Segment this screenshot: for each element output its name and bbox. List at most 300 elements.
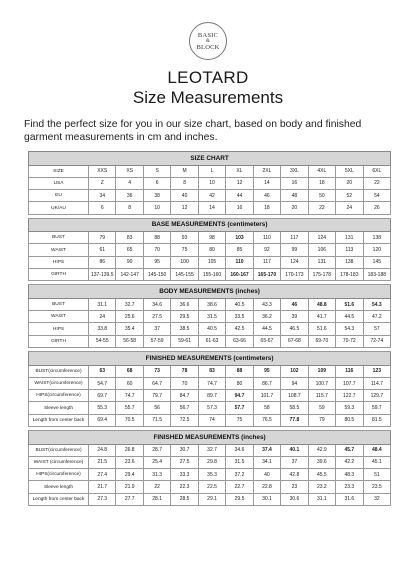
table-cell: 83 bbox=[116, 232, 143, 244]
row-label: WAIST(circumference) bbox=[29, 377, 89, 389]
table-cell: 95 bbox=[143, 256, 170, 268]
table-cell: 60 bbox=[116, 377, 143, 389]
table-cell: 22.7 bbox=[226, 481, 253, 493]
row-label: WAIST (circumference) bbox=[29, 456, 89, 468]
table-cell: 42.9 bbox=[308, 444, 335, 456]
table-cell: 56 bbox=[143, 402, 170, 414]
row-label: Sleeve length bbox=[29, 402, 89, 414]
table-cell: 68 bbox=[116, 365, 143, 377]
table-cell: 33.8 bbox=[89, 323, 116, 335]
table-cell: 115.7 bbox=[308, 390, 335, 402]
table-cell: 108.7 bbox=[281, 390, 308, 402]
table-cell: 99 bbox=[281, 244, 308, 256]
table-cell: 21.7 bbox=[89, 481, 116, 493]
table-cell: 77.8 bbox=[281, 414, 308, 426]
table-cell: 22.3 bbox=[171, 481, 198, 493]
table-cell: 54 bbox=[363, 190, 391, 202]
table-cell: 51.6 bbox=[308, 323, 335, 335]
table-cell: 55.3 bbox=[89, 402, 116, 414]
row-label: USA bbox=[29, 177, 89, 189]
table-cell: 65-67 bbox=[253, 335, 280, 347]
table-cell: 30.6 bbox=[281, 493, 308, 505]
table-cell: 59.3 bbox=[336, 402, 363, 414]
table-row bbox=[29, 365, 391, 377]
table-cell: 23.2 bbox=[308, 481, 335, 493]
table-cell: 59.7 bbox=[363, 402, 391, 414]
table-row bbox=[29, 414, 391, 426]
table-cell: XXS bbox=[89, 165, 116, 177]
table-cell: 56-58 bbox=[116, 335, 143, 347]
section-header-row bbox=[29, 152, 391, 166]
table-cell: 28.1 bbox=[143, 493, 170, 505]
section-title: SIZE CHART bbox=[29, 152, 391, 166]
table-cell: 57.3 bbox=[198, 402, 225, 414]
table-cell: 35.4 bbox=[116, 323, 143, 335]
table-cell: 88 bbox=[226, 365, 253, 377]
table-cell: 22 bbox=[363, 177, 391, 189]
table-cell: 21.9 bbox=[116, 481, 143, 493]
intro-line-2: garment measurements in cm and inches. bbox=[24, 132, 218, 143]
table-cell: 24.8 bbox=[89, 444, 116, 456]
table-cell: 65 bbox=[116, 244, 143, 256]
table-cell: 57 bbox=[363, 323, 391, 335]
table-cell: 28.7 bbox=[143, 444, 170, 456]
section-header-row bbox=[29, 285, 391, 299]
table-row bbox=[29, 232, 391, 244]
table-cell: 42.8 bbox=[281, 469, 308, 481]
table-cell: 33.3 bbox=[171, 469, 198, 481]
table-cell: 41.7 bbox=[308, 311, 335, 323]
table-cell: 117 bbox=[253, 256, 280, 268]
table-cell: 124 bbox=[308, 232, 335, 244]
table-cell: 27.5 bbox=[143, 311, 170, 323]
table-cell: 78 bbox=[171, 365, 198, 377]
table-cell: 31.1 bbox=[89, 298, 116, 310]
table-row bbox=[29, 456, 391, 468]
table-cell: 27.5 bbox=[171, 456, 198, 468]
table-cell: 71.5 bbox=[143, 414, 170, 426]
row-label: BUST bbox=[29, 232, 89, 244]
table-cell: 8 bbox=[171, 177, 198, 189]
brand-logo bbox=[189, 22, 227, 60]
table-cell: 29.8 bbox=[198, 456, 225, 468]
table-cell: 46 bbox=[253, 190, 280, 202]
table-cell: 39.6 bbox=[308, 456, 335, 468]
table-cell: 107.7 bbox=[336, 377, 363, 389]
table-row bbox=[29, 323, 391, 335]
table-cell: 42 bbox=[198, 190, 225, 202]
section-title: BODY MEASUREMENTS (inches) bbox=[29, 285, 391, 299]
table-cell: 110 bbox=[226, 256, 253, 268]
table-cell: XS bbox=[116, 165, 143, 177]
table-cell: 100 bbox=[171, 256, 198, 268]
table-row bbox=[29, 244, 391, 256]
table-row bbox=[29, 481, 391, 493]
table-cell: 56.7 bbox=[171, 402, 198, 414]
row-label: WAIST bbox=[29, 311, 89, 323]
table-cell: 88 bbox=[143, 232, 170, 244]
table-cell: 51 bbox=[363, 469, 391, 481]
table-cell: 63-66 bbox=[226, 335, 253, 347]
table-cell: 46.5 bbox=[281, 323, 308, 335]
table-cell: 22 bbox=[308, 202, 335, 214]
table-cell: 70-72 bbox=[336, 335, 363, 347]
table-cell: 40.5 bbox=[226, 298, 253, 310]
table-cell: 2XL bbox=[253, 165, 280, 177]
table-cell: 74 bbox=[198, 414, 225, 426]
table-row bbox=[29, 165, 391, 177]
row-label: HIPS bbox=[29, 256, 89, 268]
table-cell: 103 bbox=[226, 232, 253, 244]
table-cell: 23 bbox=[281, 481, 308, 493]
table-cell: 6XL bbox=[363, 165, 391, 177]
table-cell: 76.5 bbox=[253, 414, 280, 426]
table-cell: 42.5 bbox=[226, 323, 253, 335]
table-cell: 44.5 bbox=[336, 311, 363, 323]
table-cell: 37.2 bbox=[226, 469, 253, 481]
table-cell: 8 bbox=[116, 202, 143, 214]
table-cell: 79 bbox=[89, 232, 116, 244]
table-cell: 4 bbox=[116, 177, 143, 189]
table-cell: 36.2 bbox=[253, 311, 280, 323]
table-cell: 80 bbox=[226, 377, 253, 389]
table-cell: 183-188 bbox=[363, 269, 391, 281]
intro-line-1: Find the perfect size for you in our size chart, based on body and finished bbox=[24, 119, 362, 130]
table-cell: XL bbox=[226, 165, 253, 177]
table-cell: 59 bbox=[308, 402, 335, 414]
row-label: BUST bbox=[29, 298, 89, 310]
table-row bbox=[29, 335, 391, 347]
page-subtitle: Size Measurements bbox=[132, 88, 284, 107]
table-cell: 80.5 bbox=[336, 414, 363, 426]
table-cell: 89.7 bbox=[198, 390, 225, 402]
table-row bbox=[29, 402, 391, 414]
table-cell: 102 bbox=[281, 365, 308, 377]
row-label: HIPS(circumference) bbox=[29, 390, 89, 402]
table-cell: L bbox=[198, 165, 225, 177]
table-cell: 21.5 bbox=[89, 456, 116, 468]
table-cell: 120 bbox=[363, 244, 391, 256]
table-row bbox=[29, 298, 391, 310]
table-cell: 70 bbox=[171, 377, 198, 389]
table-cell: 12 bbox=[226, 177, 253, 189]
table-cell: 95 bbox=[253, 365, 280, 377]
table-cell: 48.3 bbox=[336, 469, 363, 481]
table-cell: 145 bbox=[363, 256, 391, 268]
table-cell: 18 bbox=[253, 202, 280, 214]
table-cell: 100.7 bbox=[308, 377, 335, 389]
table-cell: 24 bbox=[336, 202, 363, 214]
table-cell: 23.6 bbox=[116, 456, 143, 468]
table-cell: 45.1 bbox=[363, 456, 391, 468]
table-cell: 22.8 bbox=[253, 481, 280, 493]
row-label: Length from center back bbox=[29, 414, 89, 426]
table-cell: 40.5 bbox=[198, 323, 225, 335]
table-cell: 48.4 bbox=[363, 444, 391, 456]
row-label: Length from center back bbox=[29, 493, 89, 505]
table-cell: 69.7 bbox=[89, 390, 116, 402]
table-cell: 106 bbox=[308, 244, 335, 256]
table-cell: 47.2 bbox=[363, 311, 391, 323]
row-label: EU bbox=[29, 190, 89, 202]
table-cell: 83 bbox=[198, 365, 225, 377]
table-cell: 142-147 bbox=[116, 269, 143, 281]
table-cell: 61-63 bbox=[198, 335, 225, 347]
section-title: FINISHED MEASUREMENTS (centimeters) bbox=[29, 352, 391, 366]
table-cell: 175-178 bbox=[308, 269, 335, 281]
table-cell: 14 bbox=[253, 177, 280, 189]
table-row bbox=[29, 202, 391, 214]
table-cell: 26 bbox=[363, 202, 391, 214]
table-cell: 131 bbox=[336, 232, 363, 244]
table-cell: 32.7 bbox=[198, 444, 225, 456]
table-cell: 31.3 bbox=[143, 469, 170, 481]
table-cell: 138 bbox=[336, 256, 363, 268]
table-cell: 38.6 bbox=[198, 298, 225, 310]
intro-text bbox=[24, 118, 396, 144]
table-cell: 10 bbox=[143, 202, 170, 214]
logo-line-3: BLOCK bbox=[196, 43, 220, 51]
table-cell: 94 bbox=[281, 377, 308, 389]
table-cell: 27.4 bbox=[89, 469, 116, 481]
table-cell: 54.3 bbox=[363, 298, 391, 310]
row-label: BUST(circumference) bbox=[29, 365, 89, 377]
table-cell: 110 bbox=[253, 232, 280, 244]
table-cell: 74.7 bbox=[198, 377, 225, 389]
table-cell: 138 bbox=[363, 232, 391, 244]
table-cell: 22.5 bbox=[198, 481, 225, 493]
table-cell: 46 bbox=[281, 298, 308, 310]
row-label: BUST(circumference) bbox=[29, 444, 89, 456]
table-cell: 37.4 bbox=[253, 444, 280, 456]
section-title: FINISHED MEASUREMENTS (inches) bbox=[29, 431, 391, 445]
table-cell: 51.6 bbox=[336, 298, 363, 310]
table-cell: 38.5 bbox=[171, 323, 198, 335]
table-cell: 92 bbox=[253, 244, 280, 256]
table-cell: 26.8 bbox=[116, 444, 143, 456]
logo-line-2: & bbox=[205, 38, 211, 44]
table-cell: 34.6 bbox=[226, 444, 253, 456]
table-cell: 32 bbox=[363, 493, 391, 505]
table-cell: 54.7 bbox=[89, 377, 116, 389]
table-cell: 81.5 bbox=[363, 414, 391, 426]
table-cell: 31.5 bbox=[226, 456, 253, 468]
table-row bbox=[29, 256, 391, 268]
table-cell: 105 bbox=[198, 256, 225, 268]
table-cell: 20 bbox=[336, 177, 363, 189]
table-cell: 31.1 bbox=[308, 493, 335, 505]
table-cell: 36.6 bbox=[171, 298, 198, 310]
table-cell: 20 bbox=[281, 202, 308, 214]
row-label: HIPS(circumference) bbox=[29, 469, 89, 481]
table-cell: 72-74 bbox=[363, 335, 391, 347]
table-cell: 70.5 bbox=[116, 414, 143, 426]
table-cell: 69.4 bbox=[89, 414, 116, 426]
table-row bbox=[29, 444, 391, 456]
table-cell: 10 bbox=[198, 177, 225, 189]
table-cell: 45.5 bbox=[308, 469, 335, 481]
table-cell: 113 bbox=[336, 244, 363, 256]
table-cell: 44.5 bbox=[253, 323, 280, 335]
table-cell: 55.7 bbox=[116, 402, 143, 414]
table-cell: 67-68 bbox=[281, 335, 308, 347]
table-cell: 18 bbox=[308, 177, 335, 189]
row-label: Sleeve length bbox=[29, 481, 89, 493]
table-cell: 145-155 bbox=[171, 269, 198, 281]
table-cell: 137-139.5 bbox=[89, 269, 116, 281]
table-cell: 42.2 bbox=[336, 456, 363, 468]
table-cell: 23.3 bbox=[336, 481, 363, 493]
table-cell: 165-170 bbox=[253, 269, 280, 281]
table-cell: 5XL bbox=[336, 165, 363, 177]
table-cell: 160-167 bbox=[226, 269, 253, 281]
table-cell: 155-160 bbox=[198, 269, 225, 281]
table-cell: 24 bbox=[89, 311, 116, 323]
table-cell: 79.7 bbox=[143, 390, 170, 402]
table-row bbox=[29, 390, 391, 402]
row-label: WAIST bbox=[29, 244, 89, 256]
row-label: GIRTH bbox=[29, 269, 89, 281]
table-cell: 29.1 bbox=[198, 493, 225, 505]
table-cell: 34.6 bbox=[143, 298, 170, 310]
table-cell: 70 bbox=[143, 244, 170, 256]
table-cell: 31.6 bbox=[336, 493, 363, 505]
table-cell: 37 bbox=[143, 323, 170, 335]
table-cell: M bbox=[171, 165, 198, 177]
table-cell: 37 bbox=[281, 456, 308, 468]
table-cell: 3XL bbox=[281, 165, 308, 177]
table-cell: 116 bbox=[336, 365, 363, 377]
table-cell: 40 bbox=[253, 469, 280, 481]
table-cell: 22 bbox=[143, 481, 170, 493]
table-cell: 170-173 bbox=[281, 269, 308, 281]
table-cell: 124 bbox=[281, 256, 308, 268]
table-cell: 72.5 bbox=[171, 414, 198, 426]
table-cell: 48.8 bbox=[308, 298, 335, 310]
table-cell: 14 bbox=[198, 202, 225, 214]
table-cell: 79 bbox=[308, 414, 335, 426]
table-cell: 36 bbox=[116, 190, 143, 202]
table-cell: S bbox=[143, 165, 170, 177]
table-cell: 48 bbox=[281, 190, 308, 202]
table-cell: 40.1 bbox=[281, 444, 308, 456]
table-cell: 27.3 bbox=[89, 493, 116, 505]
table-cell: 57-59 bbox=[143, 335, 170, 347]
row-label: HIPS bbox=[29, 323, 89, 335]
table-cell: 43.3 bbox=[253, 298, 280, 310]
table-cell: 114.7 bbox=[363, 377, 391, 389]
table-row bbox=[29, 190, 391, 202]
table-cell: 45.7 bbox=[336, 444, 363, 456]
size-chart-table bbox=[28, 151, 391, 506]
table-cell: 54.3 bbox=[336, 323, 363, 335]
table-cell: 117 bbox=[281, 232, 308, 244]
table-cell: 44 bbox=[226, 190, 253, 202]
table-cell: 50 bbox=[308, 190, 335, 202]
row-label: GIRTH bbox=[29, 335, 89, 347]
table-cell: 131 bbox=[308, 256, 335, 268]
table-cell: 74.7 bbox=[116, 390, 143, 402]
table-cell: 59-61 bbox=[171, 335, 198, 347]
table-cell: 86 bbox=[89, 256, 116, 268]
table-cell: 178-183 bbox=[336, 269, 363, 281]
table-cell: 28.5 bbox=[171, 493, 198, 505]
table-cell: 75 bbox=[226, 414, 253, 426]
section-header-row bbox=[29, 431, 391, 445]
row-label: UK/AU bbox=[29, 202, 89, 214]
table-cell: 30.1 bbox=[253, 493, 280, 505]
logo-line-1: BASIC bbox=[197, 31, 219, 39]
table-cell: 25.4 bbox=[143, 456, 170, 468]
table-row bbox=[29, 493, 391, 505]
table-cell: 34.1 bbox=[253, 456, 280, 468]
table-row bbox=[29, 311, 391, 323]
table-cell: 12 bbox=[171, 202, 198, 214]
table-cell: 101.7 bbox=[253, 390, 280, 402]
table-cell: 54-55 bbox=[89, 335, 116, 347]
table-cell: 145-150 bbox=[143, 269, 170, 281]
table-cell: 90 bbox=[116, 256, 143, 268]
table-cell: 29.5 bbox=[171, 311, 198, 323]
table-cell: 29.5 bbox=[226, 493, 253, 505]
table-cell: 84.7 bbox=[171, 390, 198, 402]
section-header-row bbox=[29, 352, 391, 366]
table-cell: 25.6 bbox=[116, 311, 143, 323]
table-cell: 16 bbox=[281, 177, 308, 189]
table-cell: 129.7 bbox=[363, 390, 391, 402]
table-cell: Z bbox=[89, 177, 116, 189]
table-cell: 32.7 bbox=[116, 298, 143, 310]
table-cell: 27.7 bbox=[116, 493, 143, 505]
table-row bbox=[29, 177, 391, 189]
table-cell: 73 bbox=[143, 365, 170, 377]
section-title: BASE MEASUREMENTS (centimeters) bbox=[29, 218, 391, 232]
table-cell: 63 bbox=[89, 365, 116, 377]
table-cell: 57.7 bbox=[226, 402, 253, 414]
table-row bbox=[29, 377, 391, 389]
table-row bbox=[29, 269, 391, 281]
table-cell: 6 bbox=[143, 177, 170, 189]
table-cell: 86.7 bbox=[253, 377, 280, 389]
table-cell: 64.7 bbox=[143, 377, 170, 389]
table-cell: 109 bbox=[308, 365, 335, 377]
table-cell: 6 bbox=[89, 202, 116, 214]
table-cell: 80 bbox=[198, 244, 225, 256]
table-cell: 34 bbox=[89, 190, 116, 202]
table-cell: 29.4 bbox=[116, 469, 143, 481]
table-cell: 35.3 bbox=[198, 469, 225, 481]
table-cell: 61 bbox=[89, 244, 116, 256]
table-cell: 58.5 bbox=[281, 402, 308, 414]
table-cell: 38 bbox=[143, 190, 170, 202]
table-cell: 4XL bbox=[308, 165, 335, 177]
table-cell: 58 bbox=[253, 402, 280, 414]
table-cell: 98 bbox=[198, 232, 225, 244]
table-cell: 39 bbox=[281, 311, 308, 323]
table-cell: 23.5 bbox=[363, 481, 391, 493]
table-cell: 94.7 bbox=[226, 390, 253, 402]
table-cell: 52 bbox=[336, 190, 363, 202]
table-cell: 85 bbox=[226, 244, 253, 256]
table-cell: 31.5 bbox=[198, 311, 225, 323]
table-cell: 69-70 bbox=[308, 335, 335, 347]
table-cell: 33.5 bbox=[226, 311, 253, 323]
table-cell: 75 bbox=[171, 244, 198, 256]
row-label: SIZE bbox=[29, 165, 89, 177]
table-cell: 16 bbox=[226, 202, 253, 214]
table-cell: 123 bbox=[363, 365, 391, 377]
table-cell: 93 bbox=[171, 232, 198, 244]
